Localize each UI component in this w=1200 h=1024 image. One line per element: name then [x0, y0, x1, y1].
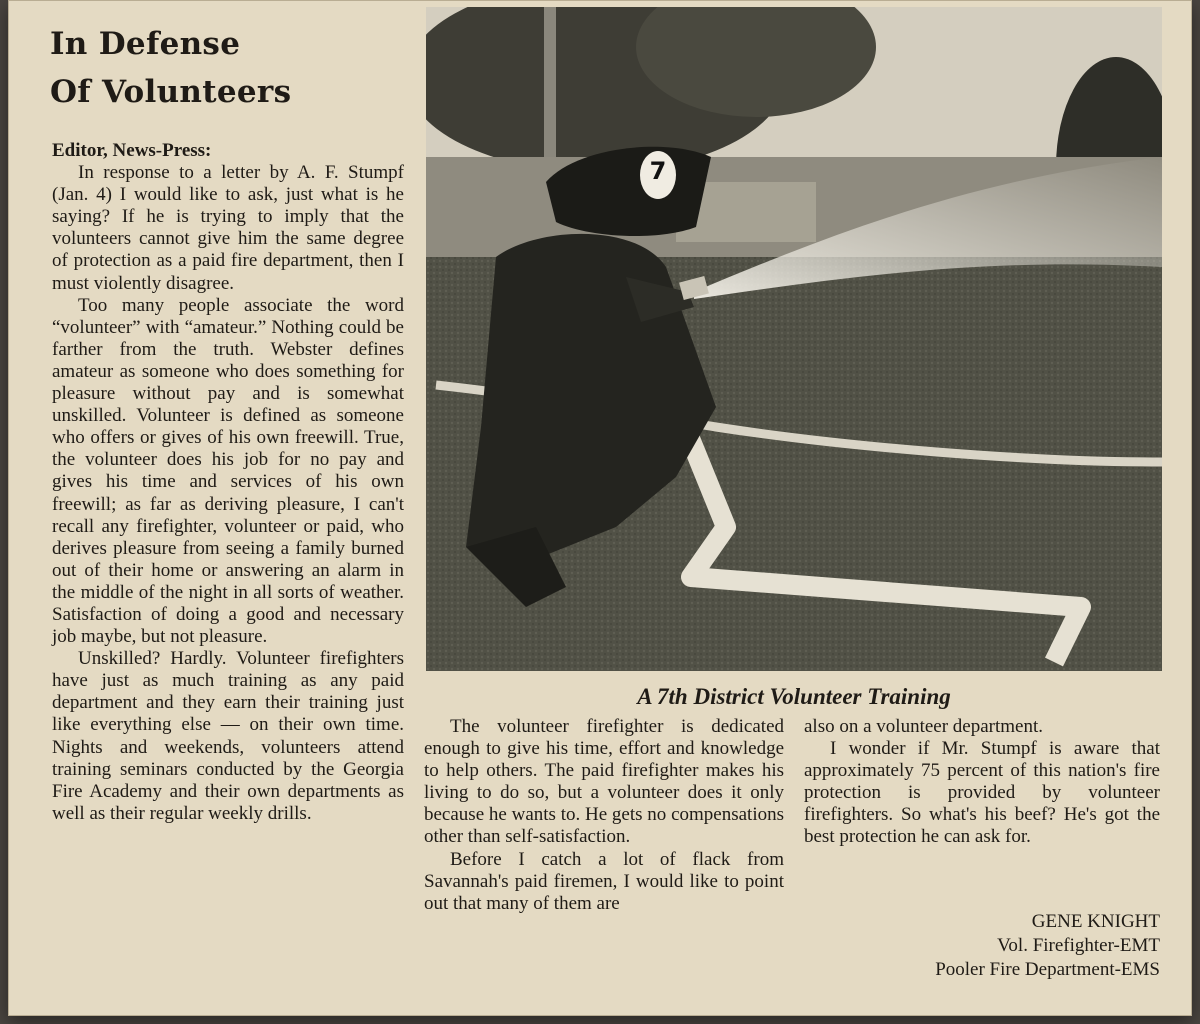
- paragraph: The volunteer firefighter is dedicated enough to give his time, effort and knowledge to help others. The paid firefighter makes his living to do so, but a volunteer does it only because he wants to. He gets no compensations other than self-satisfaction.: [424, 716, 784, 848]
- paragraph: Unskilled? Hardly. Volunteer firefighters have just as much training as any paid department and they earn their training just like everything else — on their own time. Nights and weekends, volunteers attend training seminars conducted by the Georgia Fire Academy and their own departments as well as their regular weekly drills.: [52, 648, 404, 824]
- paragraph: I wonder if Mr. Stumpf is aware that approximately 75 percent of this nation's fire protection is provided by volunteer firefighters. So what's his beef? He's got the best protection he can ask for.: [804, 738, 1160, 848]
- paragraph: Too many people associate the word “volunteer” with “amateur.” Nothing could be farther from the truth. Webster defines amateur as someone who does something for pleasure without pay and is somewhat unskilled. Volunteer is defined as someone who offers or gives of his own freewill. True, the volunteer does his job for no pay and gives his time and services of his own freewill; as far as deriving pleasure, I can't recall any firefighter, volunteer or paid, who derives pleasure from seeing a family burned out of their home or answering an alarm in the middle of the night in all sorts of weather. Satisfaction of doing a good and necessary job maybe, but not pleasure.: [52, 294, 404, 648]
- headline-line-1: In Defense: [50, 26, 241, 62]
- training-photo: [426, 7, 1162, 671]
- photo-caption: A 7th District Volunteer Training: [637, 684, 951, 709]
- paragraph: also on a volunteer department.: [804, 716, 1044, 737]
- paragraph: Before I catch a lot of flack from Savannah's paid firemen, I would like to point out that many of them are: [424, 848, 784, 914]
- newspaper-clipping: [8, 0, 1192, 1016]
- author-title: Vol. Firefighter-EMT: [997, 935, 1160, 956]
- letter-column-3: [804, 716, 1160, 849]
- paragraph: In response to a letter by A. F. Stumpf (Jan. 4) I would like to ask, just what is he saying? If he is trying to imply that the volunteers cannot give him the same degree of protection as a paid fire department, then I must violently disagree.: [52, 162, 404, 294]
- signature-block: [804, 910, 1160, 982]
- author-name: GENE KNIGHT: [1031, 911, 1160, 932]
- letter-column-2: [424, 716, 784, 915]
- headline-line-2: Of Volunteers: [50, 74, 292, 110]
- firefighter-training-illustration: [426, 7, 1162, 671]
- author-department: Pooler Fire Department-EMS: [935, 959, 1160, 980]
- letter-column-1: [52, 140, 404, 825]
- headline: [50, 20, 430, 116]
- salutation: Editor, News-Press:: [52, 140, 212, 161]
- helmet-number: 7: [649, 157, 667, 185]
